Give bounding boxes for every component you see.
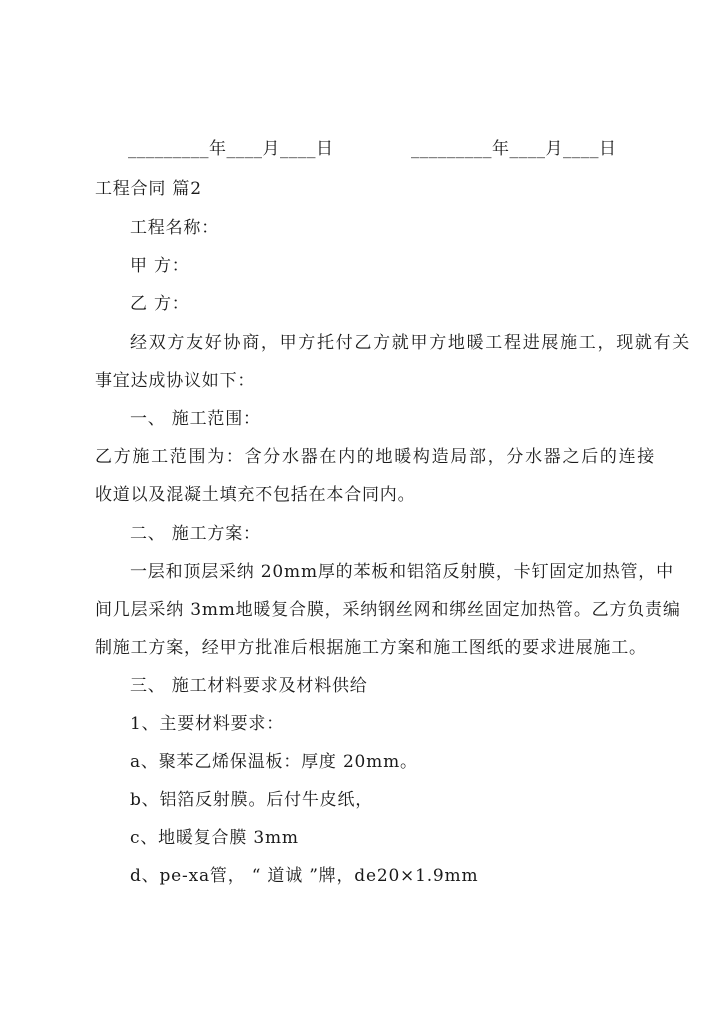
party-a-label: 甲 方： — [130, 256, 190, 276]
material-item-d: d、pe-xa管， “ 道诚 ”牌，de20×1.9mm — [130, 866, 479, 886]
paragraph-intro-line-1: 经双方友好协商，甲方托付乙方就甲方地暖工程进展施工，现就有关 — [130, 333, 691, 353]
clause-1-text-line-1: 乙方施工范围为：含分水器在内的地暖构造局部，分水器之后的连接 — [95, 447, 656, 467]
party-b-label: 乙 方： — [130, 294, 190, 314]
clause-2-text-line-1: 一层和顶层采纳 20mm厚的苯板和铝箔反射膜，卡钉固定加热管，中 — [130, 562, 674, 582]
paragraph-intro-line-2: 事宜达成协议如下： — [95, 371, 256, 391]
clause-2-text-line-3: 制施工方案，经甲方批准后根据施工方案和施工图纸的要求进展施工。 — [95, 638, 647, 658]
clause-1-heading: 一、 施工范围： — [130, 409, 261, 429]
clause-2-heading: 二、 施工方案： — [130, 524, 261, 544]
date-field-party-b: _________年____月____日 — [411, 139, 617, 159]
material-item-b: b、铝箔反射膜。后付牛皮纸， — [130, 790, 374, 810]
project-name-label: 工程名称： — [130, 218, 219, 238]
clause-2-text-line-2: 间几层采纳 3mm地暖复合膜，采纳钢丝网和绑丝固定加热管。乙方负责编 — [95, 600, 681, 620]
section-heading: 工程合同 篇2 — [95, 179, 202, 199]
material-item-a: a、聚苯乙烯保温板：厚度 20mm。 — [130, 752, 418, 772]
clause-1-text-line-2: 收道以及混凝土填充不包括在本合同内。 — [95, 485, 416, 505]
date-field-party-a: _________年____月____日 — [128, 139, 334, 159]
clause-3-heading: 三、 施工材料要求及材料供给 — [130, 676, 368, 696]
signature-date-row — [128, 134, 628, 158]
material-requirements-heading: 1、主要材料要求： — [130, 714, 285, 734]
material-item-c: c、地暖复合膜 3mm — [130, 828, 299, 848]
